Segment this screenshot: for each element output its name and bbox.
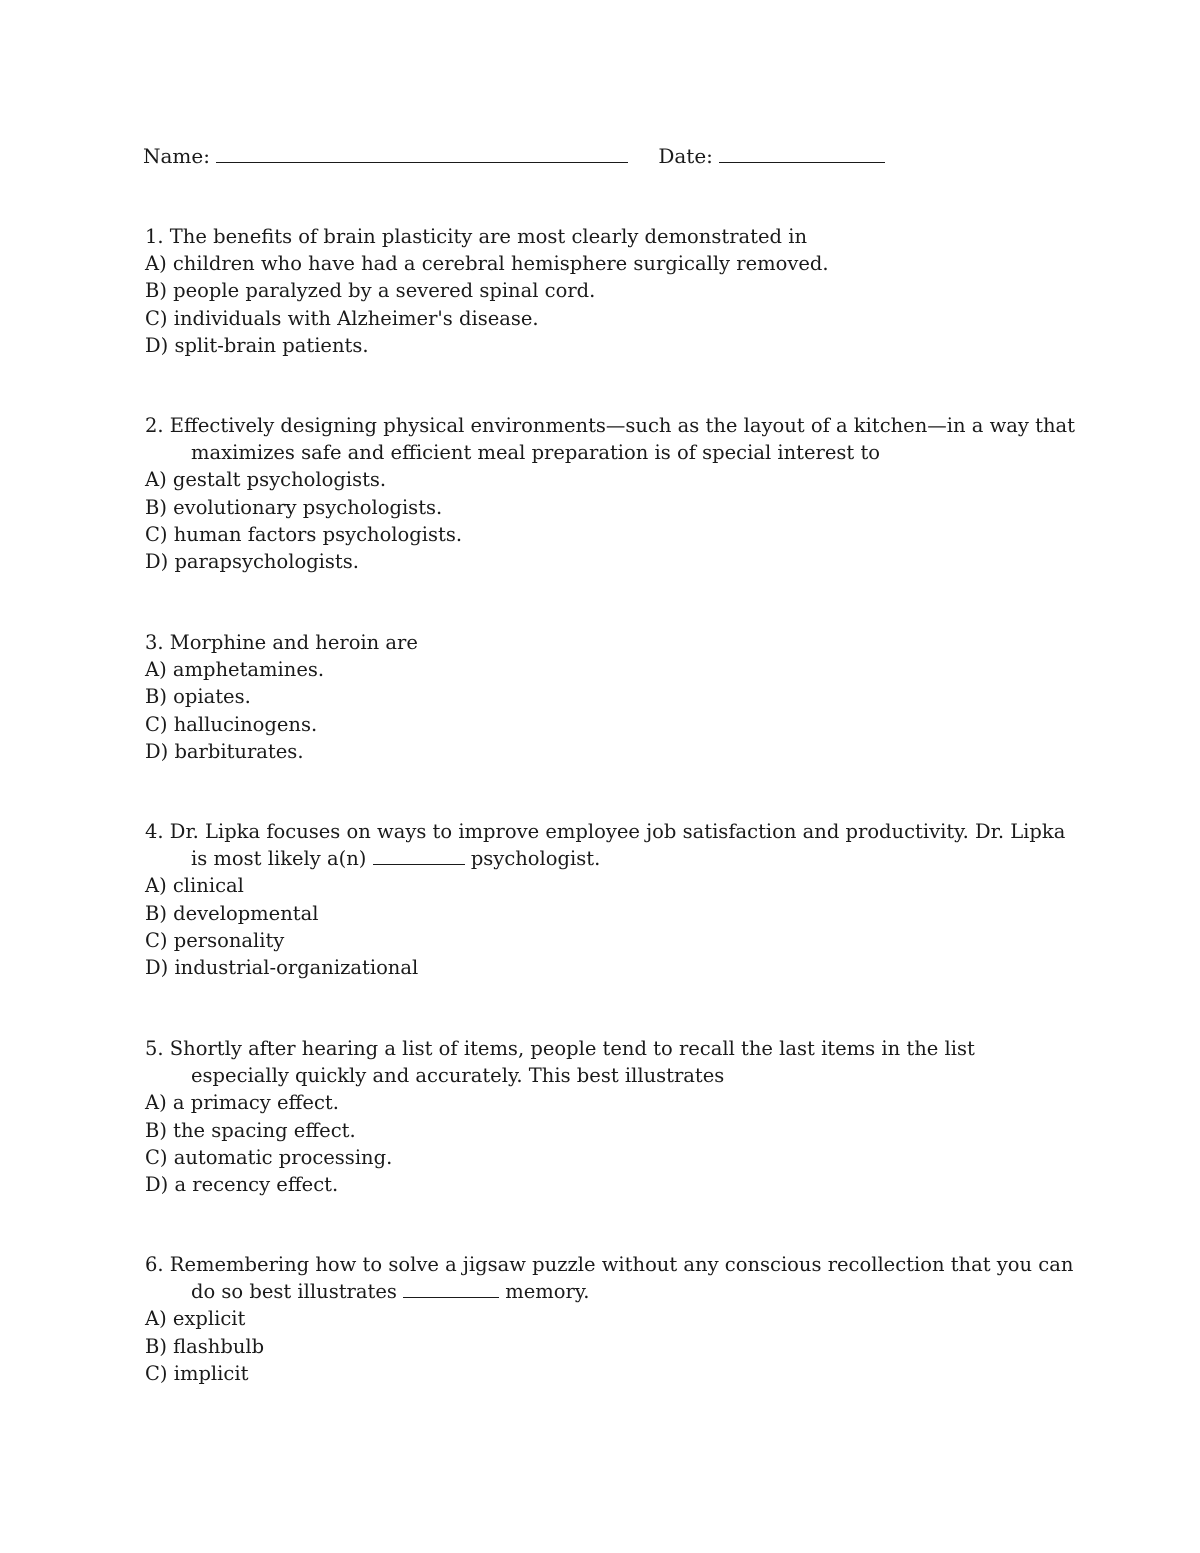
option-b: B) the spacing effect. <box>145 1118 356 1142</box>
question-stem: 1. The benefits of brain plasticity are most clearly demonstrated in <box>145 225 808 248</box>
question-stem-after: memory. <box>505 1280 590 1304</box>
option-c: C) automatic processing. <box>145 1145 393 1169</box>
option-b: B) opiates. <box>145 685 251 709</box>
question-5 <box>145 1035 1075 1198</box>
option-c: C) individuals with Alzheimer's disease. <box>145 306 539 330</box>
question-3 <box>145 629 1075 765</box>
question-stem: 5. Shortly after hearing a list of items, people tend to recall the last items in the list especially quickly and accurately. This best illustrates <box>145 1037 975 1088</box>
question-stem <box>145 1251 1075 1305</box>
question-stem <box>145 818 1075 872</box>
question-stem: 3. Morphine and heroin are <box>145 631 418 654</box>
option-c: C) implicit <box>145 1361 249 1385</box>
option-a: A) children who have had a cerebral hemisphere surgically removed. <box>145 252 829 276</box>
question-stem-before: 6. Remembering how to solve a jigsaw puzzle without any conscious recollection that you can do so best illustrates <box>145 1253 1074 1304</box>
question-1 <box>145 223 1075 359</box>
option-d: D) parapsychologists. <box>145 550 359 574</box>
question-6 <box>145 1251 1075 1387</box>
question-stem: 2. Effectively designing physical environments—such as the layout of a kitchen—in a way that maximizes safe and efficient meal preparation is of special interest to <box>145 414 1075 465</box>
option-c: C) personality <box>145 928 285 952</box>
date-label: Date: <box>658 144 713 168</box>
question-stem-before: 4. Dr. Lipka focuses on ways to improve employee job satisfaction and productivity. Dr. Lipka is most likely a(n) <box>145 820 1066 871</box>
option-d: D) industrial-organizational <box>145 956 419 980</box>
option-b: B) evolutionary psychologists. <box>145 495 443 519</box>
option-c: C) human factors psychologists. <box>145 522 463 546</box>
option-c: C) hallucinogens. <box>145 712 318 736</box>
option-a: A) clinical <box>145 874 244 898</box>
option-a: A) a primacy effect. <box>145 1091 339 1115</box>
question-2 <box>145 412 1075 575</box>
date-blank-line[interactable] <box>719 142 885 163</box>
name-label: Name: <box>143 144 210 168</box>
option-d: D) a recency effect. <box>145 1173 339 1197</box>
option-b: B) flashbulb <box>145 1334 265 1358</box>
question-4 <box>145 818 1075 981</box>
option-b: B) developmental <box>145 901 319 925</box>
answer-blank-line <box>373 846 465 865</box>
option-b: B) people paralyzed by a severed spinal cord. <box>145 279 596 303</box>
question-stem-after: psychologist. <box>470 847 601 871</box>
option-d: D) barbiturates. <box>145 739 304 763</box>
option-a: A) amphetamines. <box>145 658 325 682</box>
option-d: D) split-brain patients. <box>145 333 369 357</box>
option-a: A) explicit <box>145 1307 246 1331</box>
answer-blank-line <box>403 1279 499 1298</box>
option-a: A) gestalt psychologists. <box>145 468 387 492</box>
name-blank-line[interactable] <box>216 142 628 163</box>
name-date-header <box>143 142 885 170</box>
